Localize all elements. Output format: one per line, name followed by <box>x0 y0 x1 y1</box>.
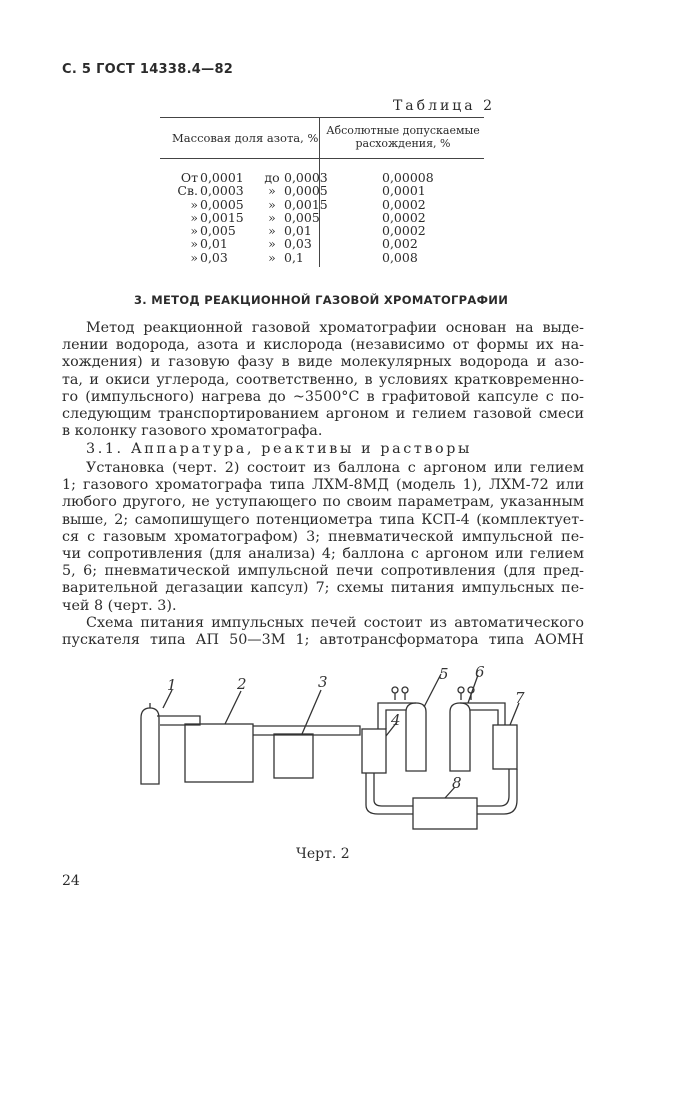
fig-label-7: 7 <box>515 689 525 707</box>
section-title: 3. МЕТОД РЕАКЦИОННОЙ ГАЗОВОЙ ХРОМАТОГРАФИИ <box>134 293 509 307</box>
potentiometer-3 <box>274 734 313 778</box>
fig-label-2: 2 <box>237 675 247 693</box>
paragraph-method: Метод реакционной газовой хроматографии основан на выде- лении водорода, азота и кислорода (независимо от формы их на- хождения) и газовую фазу в виде молекулярных водорода и азо- та, и окиси углерода, соответственно, в условиях кратковременно- го (импульсного) нагрева до ~3500°С в графитовой капсуле с по- следующим транспортированием аргоном и гелием газовой смеси в колонку газового хроматографа. <box>62 320 584 440</box>
page-number: 24 <box>62 873 80 889</box>
cylinder-1 <box>141 708 159 784</box>
figure-caption: Черт. 2 <box>296 846 350 862</box>
fig-label-3: 3 <box>318 673 328 691</box>
power-supply-8 <box>413 798 477 829</box>
fig-label-6: 6 <box>475 663 485 681</box>
fig-label-8: 8 <box>452 774 462 792</box>
fig-label-1: 1 <box>167 676 177 694</box>
furnace-4 <box>362 729 386 773</box>
page-header: С. 5 ГОСТ 14338.4—82 <box>62 62 234 77</box>
cylinder-5 <box>406 703 426 771</box>
paragraph-apparatus: Установка (черт. 2) состоит из баллона с аргоном или гелием 1; газового хроматографа типа ЛХМ-8МД (модель 1), ЛХМ-72 или любого другого, не уступающего по своим параметрам, указанным выше, 2; самопишущего потенциометра типа КСП-4 (комплектует- ся с газовым хроматографом) 3; пневматической импульсной пе- чи сопротивления (для анализа) 4; баллона с аргоном или гелием 5, 6; пневматической импульсной печи сопротивления (для пред- варительной дегазации капсул) 7; схемы питания импульсных пе- чей 8 (черт. 3). <box>62 460 584 614</box>
fig-label-4: 4 <box>391 711 401 729</box>
table-caption: Таблица 2 <box>392 98 495 114</box>
fig-label-5: 5 <box>439 665 449 683</box>
table-col1-header: Массовая доля азота, % <box>172 131 319 145</box>
paragraph-power-scheme: Схема питания импульсных печей состоит из автоматического пускателя типа АП 50—3М 1; автотрансформатора типа АОМН <box>62 615 584 649</box>
subsection-title: 3.1. Аппаратура, реактивы и растворы <box>86 441 472 457</box>
chromatograph-2 <box>185 724 253 782</box>
table-col2-header: Абсолютные допускаемые расхождения, % <box>326 124 480 150</box>
cylinder-6 <box>450 703 470 771</box>
furnace-7 <box>493 725 517 769</box>
